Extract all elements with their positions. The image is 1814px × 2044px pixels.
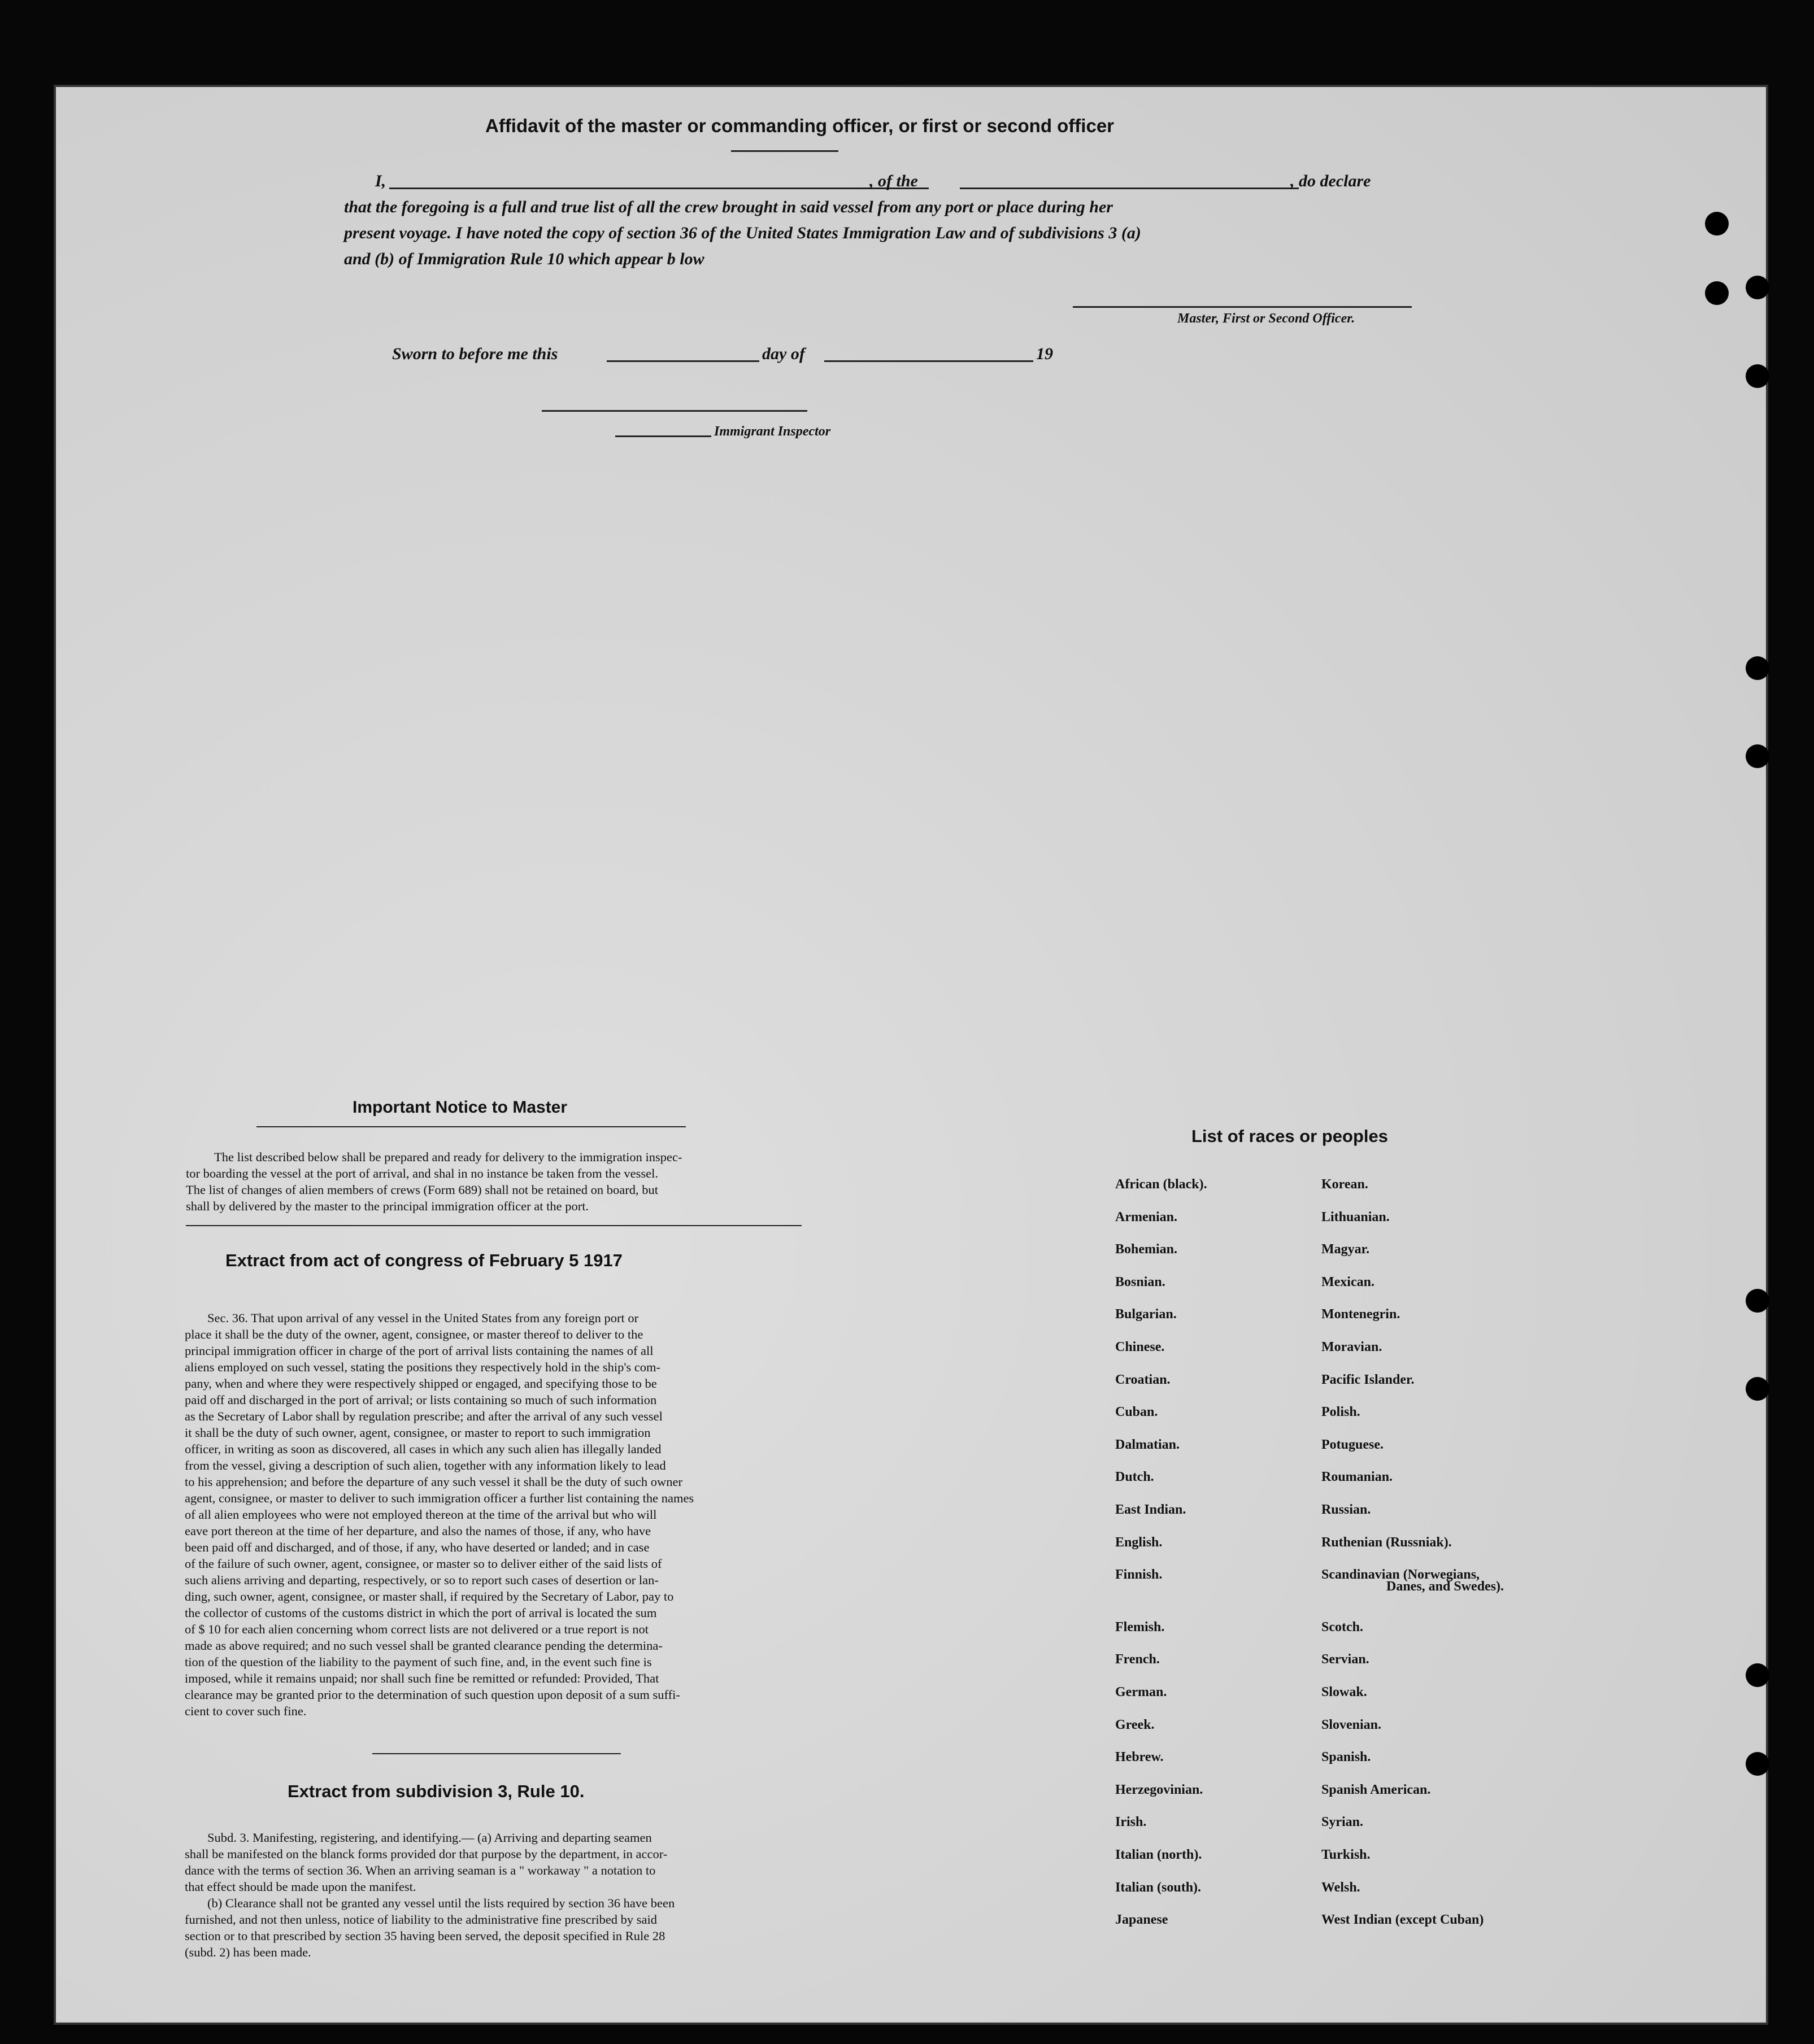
affidavit-line2: that the foregoing is a full and true list of all the crew brought in said vessel from any port or place during her [344,198,1113,216]
sworn-day-of: day of [762,345,805,363]
race-left-19: Irish. [1115,1815,1147,1829]
binder-hole [1746,1752,1769,1776]
inspector-label: Immigrant Inspector [714,424,831,439]
binder-hole [1746,1289,1769,1313]
race-right-18: Spanish American. [1321,1782,1431,1797]
sworn-month-blank[interactable] [824,360,1033,362]
race-right-1: Lithuanian. [1321,1210,1390,1224]
rule-body: Subd. 3. Manifesting, registering, and identifying.— (a) Arriving and departing seamen shall be manifested on the blanck forms provided dor that purpose by the department, in accor- dance with the terms of section 36. When an arriving seaman is a " workaway " a notation to that effect should be made upon the manifest. (b) Clearance shall not be granted any vessel until the lists required by section 36 have been furnished, and not then unless, notice of liability to the administrative fine prescribed by said section or to that prescribed by section 35 having been served, the deposit specified in Rule 28 (subd. 2) has been made. [185,1831,675,1959]
race-right-5: Moravian. [1321,1340,1382,1354]
race-left-14: French. [1115,1652,1160,1667]
inspector-signature-line[interactable] [542,410,807,412]
race-scandinavian-continued: Danes, and Swedes). [1386,1579,1504,1594]
race-right-9: Roumanian. [1321,1470,1393,1484]
affidavit-declare: , do declare [1290,172,1371,190]
race-left-3: Bosnian. [1115,1275,1165,1289]
race-right-20: Turkish. [1321,1847,1371,1862]
race-left-17: Hebrew. [1115,1750,1164,1764]
race-left-18: Herzegovinian. [1115,1782,1203,1797]
rule-title: Extract from subdivision 3, Rule 10. [288,1781,585,1801]
binder-hole [1746,744,1769,768]
race-right-12: Scandinavian (Norwegians, [1321,1567,1480,1582]
race-right-14: Servian. [1321,1652,1369,1667]
race-left-5: Chinese. [1115,1340,1165,1354]
sworn-year: 19 [1036,345,1053,363]
race-right-0: Korean. [1321,1177,1368,1192]
notice-body: The list described below shall be prepared and ready for delivery to the immigration inspec- tor boarding the vessel at the port of arrival, and shal in no instance be taken from the vessel. The list of changes of alien members of crews (Form 689) shall not be retained on board, but shall by delivered by the master to the principal immigration officer at the port. [186,1150,682,1213]
binder-hole [1746,276,1769,299]
affidavit-line3: present voyage. I have noted the copy of section 36 of the United States Immigration Law and of subdivisions 3 (a) [344,224,1141,242]
race-left-16: Greek. [1115,1718,1155,1732]
race-right-6: Pacific Islander. [1321,1372,1415,1387]
race-right-22: West Indian (except Cuban) [1321,1912,1484,1927]
affidavit-line4: and (b) of Immigration Rule 10 which appear b low [344,250,704,268]
race-left-15: German. [1115,1685,1167,1699]
race-left-20: Italian (north). [1115,1847,1202,1862]
race-left-4: Bulgarian. [1115,1307,1177,1322]
race-left-13: Flemish. [1115,1620,1165,1635]
race-right-11: Ruthenian (Russniak). [1321,1535,1452,1550]
race-left-12: Finnish. [1115,1567,1163,1582]
form-page [54,85,1768,2025]
race-right-4: Montenegrin. [1321,1307,1400,1322]
race-right-21: Welsh. [1321,1880,1360,1895]
binder-hole [1746,1663,1769,1687]
affidavit-of-the: , of the [869,172,918,190]
race-right-17: Spanish. [1321,1750,1371,1764]
race-left-1: Armenian. [1115,1210,1177,1224]
race-right-2: Magyar. [1321,1242,1370,1257]
notice-rule [256,1126,686,1127]
inspector-short-line [615,435,711,437]
race-left-10: East Indian. [1115,1502,1186,1517]
race-left-7: Cuban. [1115,1405,1158,1419]
race-right-10: Russian. [1321,1502,1371,1517]
race-left-8: Dalmatian. [1115,1437,1180,1452]
act-body: Sec. 36. That upon arrival of any vessel in the United States from any foreign port or place it shall be the duty of the owner, agent, consignee, or master thereof to deliver to the principal immigration officer in charge of the port of arrival lists containing the names of all aliens employed on such vessel, stating the positions they respectively hold in the ship's com- pany, when and where they were respectively shipped or engaged, and specifying those to be paid off and discharged in the port of arrival; or lists containing so much of such information as the Secretary of Labor shall by regulation prescribe; and after the arrival of any such vessel it shall be the duty of such owner, agent, consignee, or master to report to such immigration officer, in writing as soon as discovered, all cases in which any such alien has illegally landed from the vessel, giving a description of such alien, together with any information likely to lead to his apprehension; and before the departure of any such vessel it shall be the duty of such owner agent, consignee, or master to deliver to such immigration officer a further list containing the names of all alien employees who were not employed thereon at the time of the arrival but who will eave port thereon at the time of her departure, and also the names of those, if any, who have been paid off and discharged, and of those, if any, who have deserted or landed; and in case of the failure of such owner, agent, consignee, or master so to deliver either of the said lists of such aliens arriving and departing, respectively, or so to report such cases of desertion or lan- ding, such owner, agent, consignee, or master shall, if required by the Secretary of Labor, pay to the collector of customs of the customs district in which the port of arrival is located the sum of $ 10 for each alien concerning whom correct lists are not delivered or a true report is not made as above required; and no such vessel shall be granted clearance pending the determina- tion of the question of the liability to the payment of such fine, and, in the event such fine is imposed, while it remains unpaid; nor shall such fine be remitted or refunded: Provided, That clearance may be granted prior to the determination of such question upon deposit of a sum suffi- cient to cover such fine. [185,1311,694,1718]
race-left-22: Japanese [1115,1912,1168,1927]
race-right-16: Slovenian. [1321,1718,1382,1732]
race-left-9: Dutch. [1115,1470,1154,1484]
title-underline [731,150,838,152]
binder-hole [1746,364,1769,388]
master-signature-label: Master, First or Second Officer. [1177,311,1355,326]
master-signature-line[interactable] [1073,306,1412,308]
race-right-13: Scotch. [1321,1620,1363,1635]
race-left-21: Italian (south). [1115,1880,1202,1895]
binder-hole [1705,281,1729,305]
name-blank[interactable] [389,188,929,189]
notice-bottom-rule [186,1225,802,1226]
vessel-blank[interactable] [960,188,1299,189]
binder-hole [1705,212,1729,236]
race-right-7: Polish. [1321,1405,1360,1419]
race-left-0: African (black). [1115,1177,1207,1192]
race-right-8: Potuguese. [1321,1437,1384,1452]
affidavit-i: I, [375,172,386,190]
act-bottom-rule [372,1753,621,1754]
race-right-19: Syrian. [1321,1815,1364,1829]
binder-hole [1746,1377,1769,1401]
notice-title: Important Notice to Master [353,1098,568,1117]
sworn-day-blank[interactable] [607,360,759,362]
races-title: List of races or peoples [1191,1126,1388,1146]
race-right-3: Mexican. [1321,1275,1374,1289]
act-title: Extract from act of congress of February 5 1917 [225,1250,623,1270]
sworn-text: Sworn to before me this [392,345,558,363]
binder-hole [1746,656,1769,680]
affidavit-title: Affidavit of the master or commanding officer, or first or second officer [485,115,1115,136]
race-left-6: Croatian. [1115,1372,1171,1387]
race-left-2: Bohemian. [1115,1242,1178,1257]
race-right-15: Slowak. [1321,1685,1367,1699]
race-left-11: English. [1115,1535,1163,1550]
